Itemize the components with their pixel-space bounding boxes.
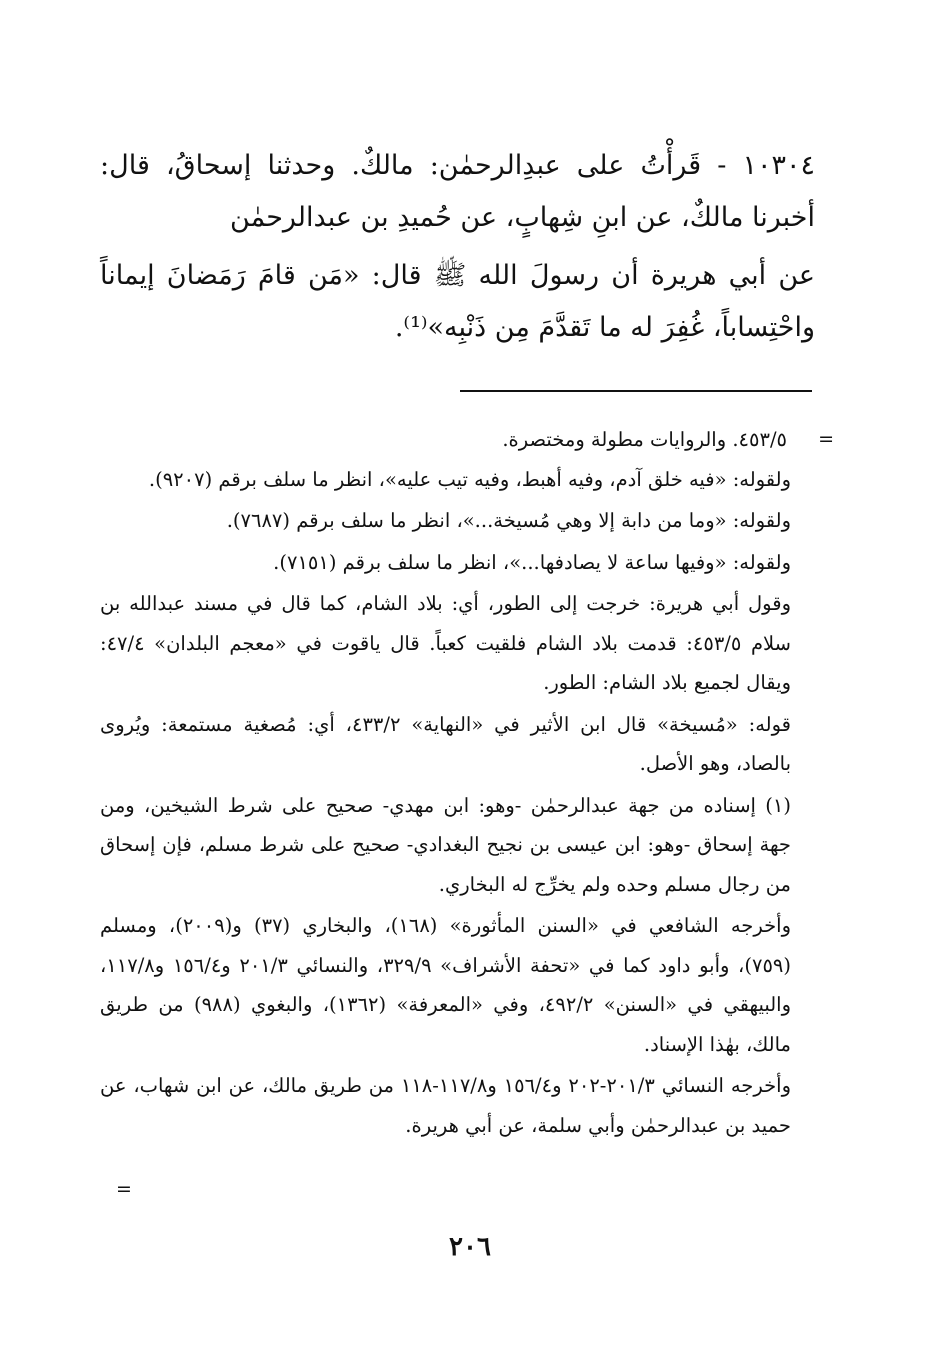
footnote-1-paragraph: وأخرجه النسائي ٢٠١/٣-٢٠٢ و١٥٦/٤ و١١٧/٨-١١٨ من طريق مالك، عن ابن شهاب، عن حميد بن عبدالرحمٰن وأبي سلمة، عن أبي هريرة.	[100, 1074, 791, 1137]
footnote-continuation-line: قوله: «مُسيخة» قال ابن الأثير في «النهاية» ٤٣٣/٢، أي: مُصغية مستمعة: ويُروى بالصاد، وهو الأصل.	[100, 712, 791, 775]
footnote-continuation-line: ٤٥٣/٥. والروايات مطولة ومختصرة.	[502, 428, 787, 451]
page-number: ٢٠٦	[449, 1232, 491, 1262]
continuation-mark-end: =	[116, 1178, 132, 1200]
hadith-chain-paragraph: ١٠٣٠٤ - قَرأْتُ على عبدِالرحمٰن: مالكٌ. وحدثنا إسحاقُ، قال: أخبرنا مالكٌ، عن ابنِ شِهابٍ، عن حُميدِ بن عبدالرحمٰن	[100, 150, 815, 233]
footnote-continuation-line: ولقوله: «وفيها ساعة لا يصادفها...»، انظر ما سلف برقم (٧١٥١).	[273, 550, 791, 574]
footnote-separator	[460, 390, 812, 392]
footnote-1-paragraph: وأخرجه الشافعي في «السنن المأثورة» (١٦٨)، والبخاري (٣٧) و(٢٠٠٩)، ومسلم (٧٥٩)، وأبو داود كما في «تحفة الأشراف» ٣٢٩/٩، والنسائي ٢٠١/٣ و١٥٦/٤ و١١٧/٨، والبيهقي في «السنن» ٤٩٢/٢، وفي «المعرفة» (١٣٦٢)، والبغوي (٩٨٨) من طريق مالك، بهٰذا الإسناد.	[100, 914, 792, 1056]
footnote-1-paragraph: (١) إسناده من جهة عبدالرحمٰن -وهو: ابن مهدي- صحيح على شرط الشيخين، ومن جهة إسحاق -وهو: ابن عيسى بن نجيح البغدادي- صحيح على شرط مسلم، فإن إسحاق من رجال مسلم وحده ولم يخرِّج له البخاري.	[100, 793, 791, 896]
footnote-continuation-line: وقول أبي هريرة: خرجت إلى الطور، أي: بلاد الشام، كما قال في مسند عبدالله بن سلام ٤٥٣/٥: قدمت بلاد الشام فلقيت كعباً. قال ياقوت في «معجم البلدان» ٤٧/٤: ويقال لجميع بلاد الشام: الطور.	[100, 592, 791, 694]
footnote-continuation-line: ولقوله: «وما من دابة إلا وهي مُسيخة...»، انظر ما سلف برقم (٧٦٨٧).	[226, 509, 791, 532]
footnote-continuation-line: ولقوله: «فيه خلق آدم، وفيه أهبط، وفيه تيب عليه»، انظر ما سلف برقم (٩٢٠٧).	[148, 467, 791, 491]
continuation-mark-start: =	[818, 428, 834, 450]
hadith-text-paragraph: عن أبي هريرة أن رسولَ الله ﷺ قال: «مَن قامَ رَمَضانَ إيماناً واحْتِساباً، غُفِرَ له ما تَقدَّمَ مِن ذَنْبِه»⁽¹⁾.	[100, 260, 815, 343]
main-text	[100, 140, 815, 354]
footnotes-section	[100, 420, 815, 1145]
